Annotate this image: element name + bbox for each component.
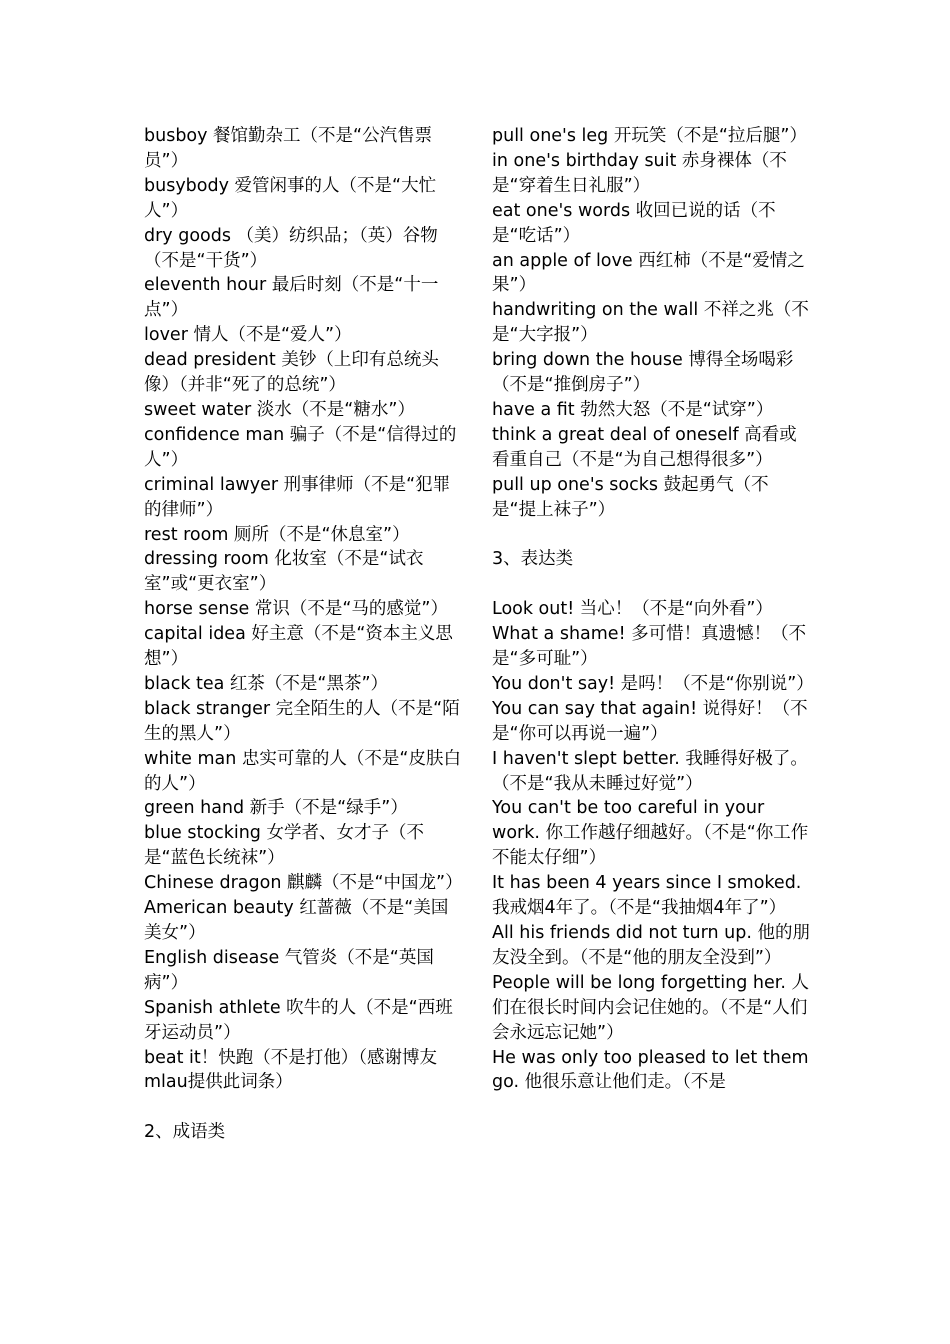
vocab-entry: dry goods （美）纺织品；（英）谷物（不是“干货”） — [144, 225, 438, 271]
idiom-entry: think a great deal of oneself 高看或看重自己（不是“为自己想得很多”） — [492, 424, 797, 470]
vocab-entry: busybody 爱管闲事的人（不是“大忙人”） — [144, 175, 437, 221]
vocab-entry: eleventh hour 最后时刻（不是“十一点”） — [144, 275, 439, 321]
vocab-entry: English disease 气管炎（不是“英国病”） — [144, 947, 434, 993]
section-heading-idioms: 2、成语类 — [144, 1122, 226, 1143]
vocab-entry: criminal lawyer 刑事律师（不是“犯罪的律师”） — [144, 474, 451, 520]
vocab-entry: black tea 红茶（不是“黑茶”） — [144, 673, 389, 694]
idiom-entry: eat one's words 收回已说的话（不是“吃话”） — [492, 200, 776, 246]
idiom-entry: bring down the house 博得全场喝彩（不是“推倒房子”） — [492, 350, 794, 396]
idiom-entry: have a fit 勃然大怒（不是“试穿”） — [492, 399, 774, 420]
expression-entry: People will be long forgetting her. 人们在很长时间内会记住她的。（不是“人们会永远忘记她”） — [492, 972, 809, 1043]
right-column — [492, 124, 814, 1095]
vocab-entry: lover 情人（不是“爱人”） — [144, 325, 352, 346]
expression-entry: You don't say! 是吗！（不是“你别说”） — [492, 673, 814, 694]
vocab-entry: horse sense 常识（不是“马的感觉”） — [144, 599, 448, 620]
vocab-entry: black stranger 完全陌生的人（不是“陌生的黑人”） — [144, 698, 460, 744]
idiom-entry: handwriting on the wall 不祥之兆（不是“大字报”） — [492, 300, 809, 346]
expression-entry: Look out! 当心！（不是“向外看”） — [492, 599, 773, 620]
vocab-entry: capital idea 好主意（不是“资本主义思想”） — [144, 624, 453, 670]
vocab-entry: green hand 新手（不是“绿手”） — [144, 798, 408, 819]
vocab-entry: dressing room 化妆室（不是“试衣室”或“更衣室”） — [144, 549, 424, 595]
vocab-entry: sweet water 淡水（不是“糖水”） — [144, 399, 415, 420]
vocab-entry: Chinese dragon 麒麟（不是“中国龙”） — [144, 873, 463, 894]
expression-entry: He was only too pleased to let them go. 他很乐意让他们走。（不是 — [492, 1047, 809, 1093]
vocab-entry: dead president 美钞（上印有总统头像）（并非“死了的总统”） — [144, 350, 439, 396]
vocab-entry: busboy 餐馆勤杂工（不是“公汽售票员”） — [144, 126, 433, 171]
idiom-entry: in one's birthday suit 赤身裸体（不是“穿着生日礼服”） — [492, 150, 787, 196]
section-heading-expressions: 3、表达类 — [492, 549, 574, 570]
idiom-entry: pull one's leg 开玩笑（不是“拉后腿”） — [492, 126, 807, 146]
vocab-entry: rest room 厕所（不是“休息室”） — [144, 524, 410, 545]
idiom-entry: an apple of love 西红柿（不是“爱情之果”） — [492, 250, 805, 296]
expression-entry: You can say that again! 说得好！（不是“你可以再说一遍”） — [492, 698, 808, 744]
vocab-entry: beat it！快跑（不是打他）（感谢博友mlau提供此词条） — [144, 1047, 437, 1093]
expression-entry: All his friends did not turn up. 他的朋友没全到。（不是“他的朋友全没到”） — [492, 922, 810, 968]
expression-entry: You can't be too careful in your work. 你工作越仔细越好。（不是“你工作不能太仔细”） — [492, 798, 809, 869]
expression-entry: What a shame! 多可惜！真遗憾！（不是“多可耻”） — [492, 624, 807, 669]
vocab-entry: blue stocking 女学者、女才子（不是“蓝色长统袜”） — [144, 823, 424, 869]
vocab-entry: Spanish athlete 吹牛的人（不是“西班牙运动员”） — [144, 997, 453, 1043]
vocab-entry: confidence man 骗子（不是“信得过的人”） — [144, 424, 457, 470]
expression-entry: I haven't slept better. 我睡得好极了。（不是“我从未睡过好觉”） — [492, 748, 808, 794]
expression-entry: It has been 4 years since I smoked. 我戒烟4年了。（不是“我抽烟4年了”） — [492, 873, 802, 919]
vocab-entry: white man 忠实可靠的人（不是“皮肤白的人”） — [144, 748, 461, 794]
vocab-entry: American beauty 红蔷薇（不是“美国美女”） — [144, 898, 449, 943]
idiom-entry: pull up one's socks 鼓起勇气（不是“提上袜子”） — [492, 474, 769, 520]
left-column — [144, 124, 462, 1145]
